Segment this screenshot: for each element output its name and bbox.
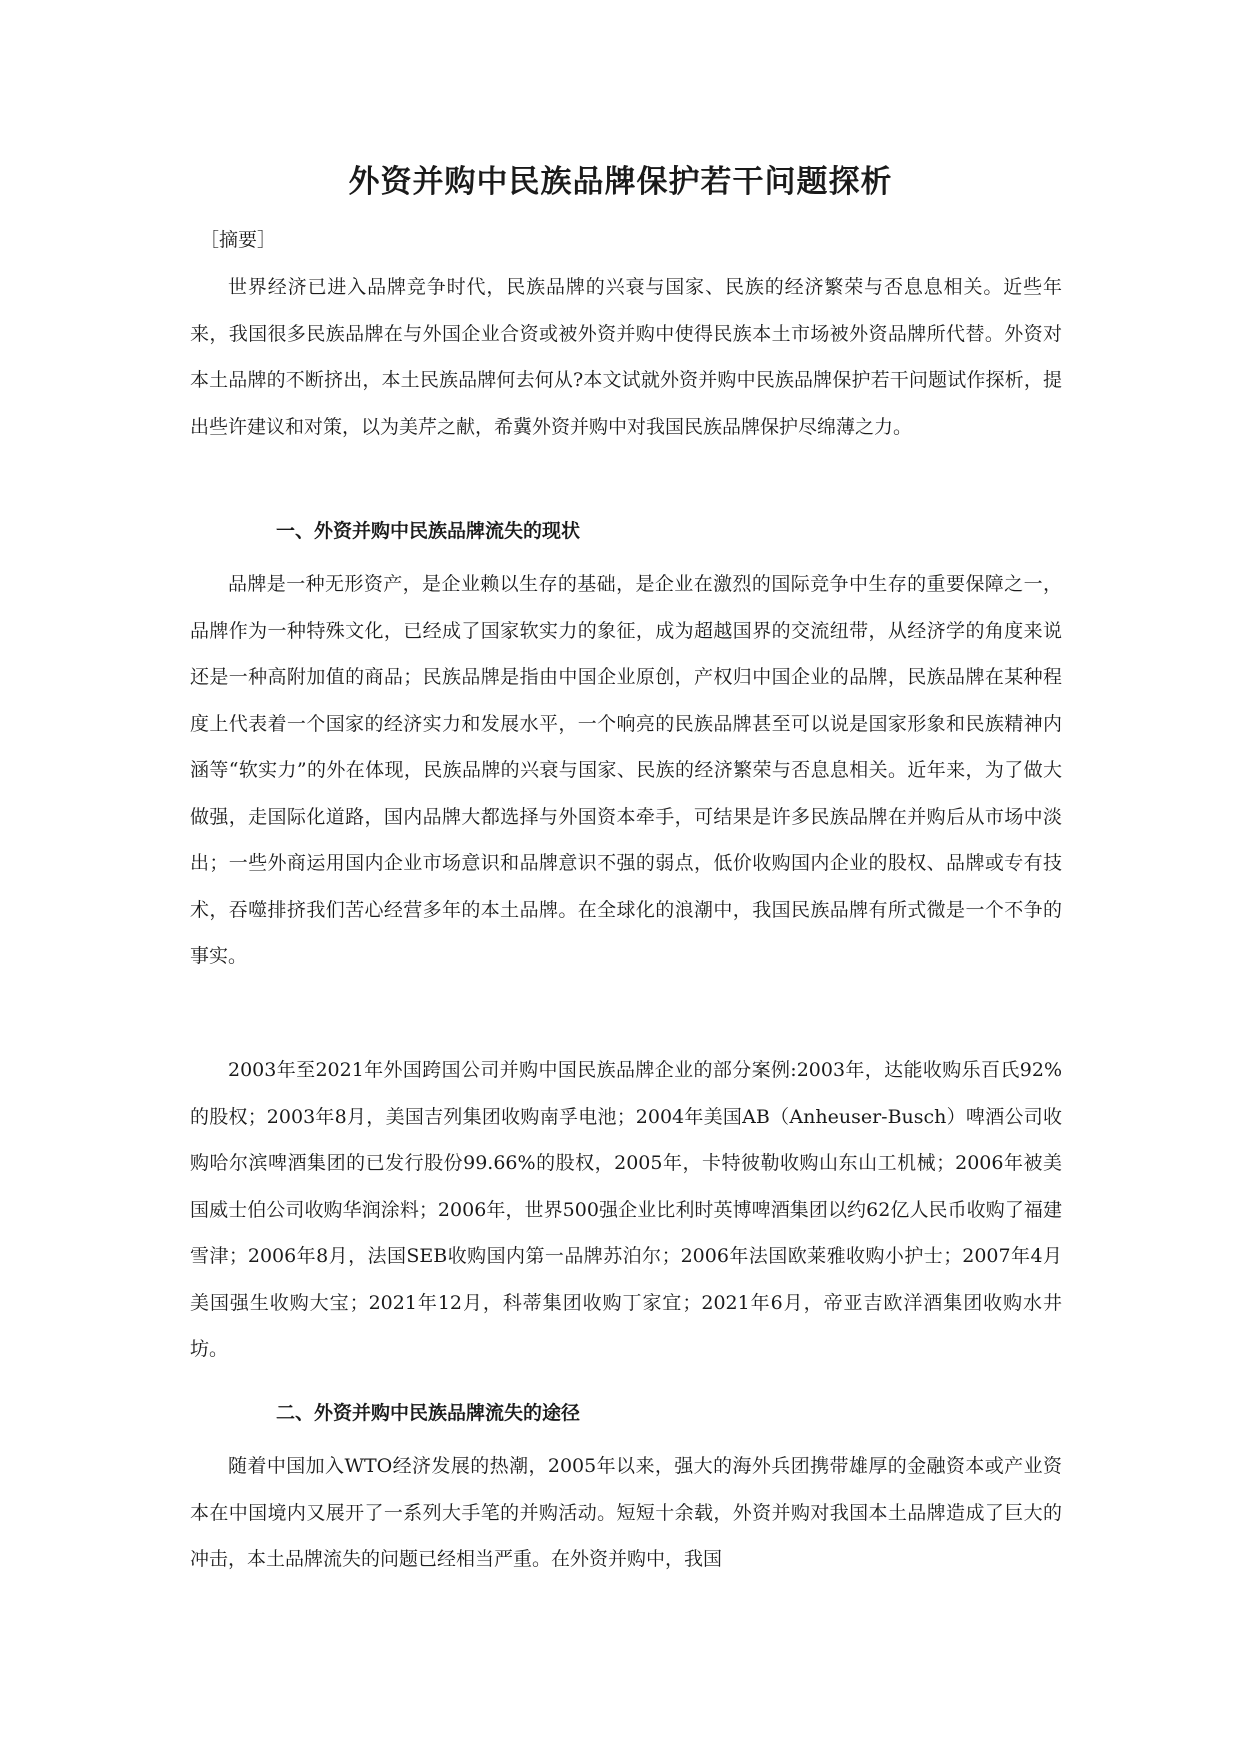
body-paragraph-2: 2003年至2021年外国跨国公司并购中国民族品牌企业的部分案例:2003年，达能收购乐百氏92%的股权；2003年8月，美国吉列集团收购南孚电池；2004年美国AB（Anheuser-Busch）啤酒公司收购哈尔滨啤酒集团的已发行股份99.66%的股权，2005年，卡特彼勒收购山东山工机械；2006年被美国威士伯公司收购华润涂料；2006年，世界500强企业比利时英博啤酒集团以约62亿人民币收购了福建雪津；2006年8月，法国SEB收购国内第一品牌苏泊尔；2006年法国欧莱雅收购小护士；2007年4月美国强生收购大宝；2021年12月，科蒂集团收购丁家宜；2021年6月，帝亚吉欧洋酒集团收购水井坊。 — [190, 1059, 1062, 1360]
body-paragraph-3: 随着中国加入WTO经济发展的热潮，2005年以来，强大的海外兵团携带雄厚的金融资本或产业资本在中国境内又展开了一系列大手笔的并购活动。短短十余载，外资并购对我国本土品牌造成了巨大的冲击，本土品牌流失的问题已经相当严重。在外资并购中，我国 — [190, 1455, 1062, 1570]
body-paragraph-1: 品牌是一种无形资产，是企业赖以生存的基础，是企业在激烈的国际竞争中生存的重要保障之一，品牌作为一种特殊文化，已经成了国家软实力的象征，成为超越国界的交流纽带，从经济学的角度来说还是一种高附加值的商品；民族品牌是指由中国企业原创，产权归中国企业的品牌，民族品牌在某种程度上代表着一个国家的经济实力和发展水平，一个响亮的民族品牌甚至可以说是国家形象和民族精神内涵等“软实力”的外在体现，民族品牌的兴衰与国家、民族的经济繁荣与否息息相关。近年来，为了做大做强，走国际化道路，国内品牌大都选择与外国资本牵手，可结果是许多民族品牌在并购后从市场中淡出；一些外商运用国内企业市场意识和品牌意识不强的弱点，低价收购国内企业的股权、品牌或专有技术，吞噬排挤我们苦心经营多年的本土品牌。在全球化的浪潮中，我国民族品牌有所式微是一个不争的事实。 — [190, 573, 1062, 967]
section-heading-2: 二、外资并购中民族品牌流失的途径 — [276, 1402, 581, 1424]
abstract-paragraph: 世界经济已进入品牌竞争时代，民族品牌的兴衰与国家、民族的经济繁荣与否息息相关。近些年来，我国很多民族品牌在与外国企业合资或被外资并购中使得民族本土市场被外资品牌所代替。外资对本土品牌的不断挤出，本土民族品牌何去何从?本文试就外资并购中民族品牌保护若干问题试作探析，提出些许建议和对策，以为美芹之献，希冀外资并购中对我国民族品牌保护尽绵薄之力。 — [190, 276, 1062, 438]
abstract-label: ［摘要］ — [200, 229, 277, 251]
document-title: 外资并购中民族品牌保护若干问题探析 — [348, 164, 893, 200]
section-heading-1: 一、外资并购中民族品牌流失的现状 — [276, 520, 581, 542]
